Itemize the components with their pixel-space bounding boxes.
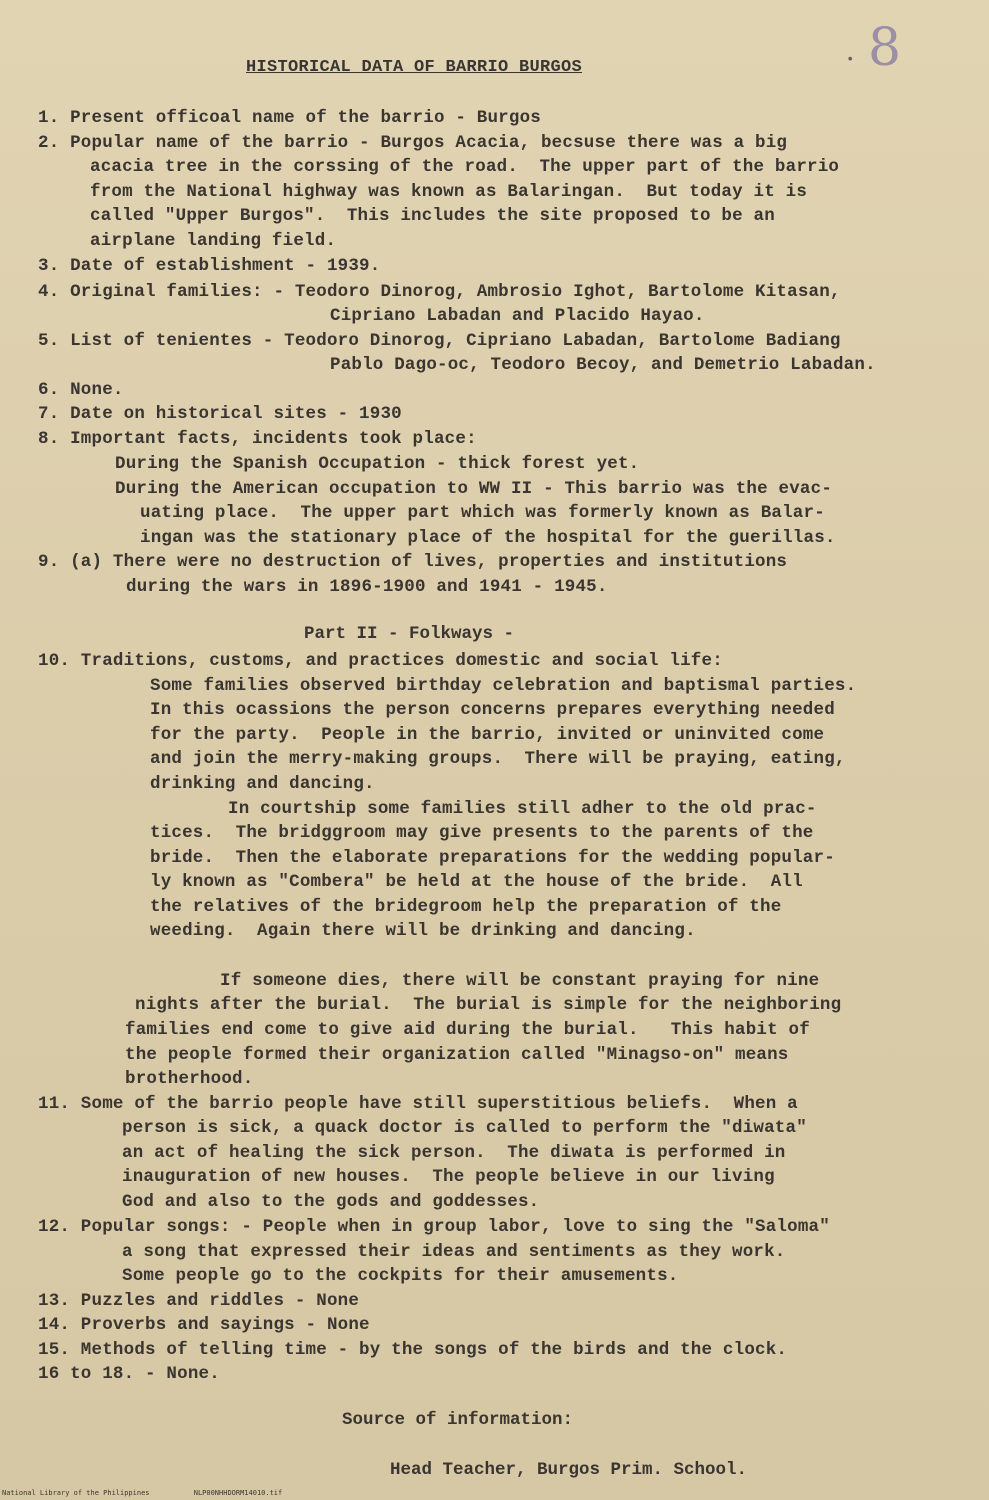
text-line: 14. Proverbs and sayings - None: [38, 1315, 370, 1335]
text-line: weeding. Again there will be drinking and dancing.: [150, 921, 696, 941]
text-line: and join the merry-making groups. There will be praying, eating,: [150, 749, 846, 769]
text-line: Some people go to the cockpits for their amusements.: [122, 1266, 679, 1286]
footer-library: National Library of the Philippines: [2, 1489, 150, 1497]
text-line: 13. Puzzles and riddles - None: [38, 1291, 360, 1311]
text-line: uating place. The upper part which was formerly known as Balar-: [140, 503, 825, 523]
text-line: 8. Important facts, incidents took place:: [38, 429, 477, 449]
text-line: Some families observed birthday celebration and baptismal parties.: [150, 676, 857, 696]
text-line: 16 to 18. - None.: [38, 1364, 220, 1384]
text-line: ingan was the stationary place of the hospital for the guerillas.: [140, 528, 836, 548]
handwritten-page-number: 8: [868, 18, 902, 78]
text-line: 7. Date on historical sites - 1930: [38, 404, 402, 424]
text-line: brotherhood.: [125, 1069, 254, 1089]
text-line: tices. The bridggroom may give presents to the parents of the: [150, 823, 814, 843]
text-line: Pablo Dago-oc, Teodoro Becoy, and Demetrio Labadan.: [330, 355, 876, 375]
source-label: Source of information:: [342, 1410, 574, 1430]
text-line: an act of healing the sick person. The diwata is performed in: [122, 1143, 786, 1163]
text-line: 4. Original families: - Teodoro Dinorog, Ambrosio Ighot, Bartolome Kitasan,: [38, 282, 841, 302]
text-line: 15. Methods of telling time - by the songs of the birds and the clock.: [38, 1340, 788, 1360]
footer-file: NLP00NHHDORM14010.tif: [193, 1489, 283, 1497]
text-line: the relatives of the bridegroom help the preparation of the: [150, 897, 782, 917]
part-two-heading: Part II - Folkways -: [304, 624, 515, 644]
text-line: 2. Popular name of the barrio - Burgos Acacia, becsuse there was a big: [38, 133, 788, 153]
margin-mark: •: [846, 52, 855, 68]
text-line: families end come to give aid during the burial. This habit of: [125, 1020, 810, 1040]
text-line: 3. Date of establishment - 1939.: [38, 256, 381, 276]
text-line: During the Spanish Occupation - thick forest yet.: [115, 454, 640, 474]
text-line: inauguration of new houses. The people believe in our living: [122, 1167, 775, 1187]
document-title: HISTORICAL DATA OF BARRIO BURGOS: [246, 58, 583, 77]
text-line: God and also to the gods and goddesses.: [122, 1192, 540, 1212]
text-line: acacia tree in the corssing of the road. The upper part of the barrio: [90, 157, 840, 177]
text-line: In courtship some families still adher to the old prac-: [228, 799, 817, 819]
text-line: a song that expressed their ideas and sentiments as they work.: [122, 1242, 786, 1262]
text-line: drinking and dancing.: [150, 774, 375, 794]
text-line: 10. Traditions, customs, and practices domestic and social life:: [38, 651, 723, 671]
text-line: 9. (a) There were no destruction of lives, properties and institutions: [38, 552, 788, 572]
text-line: bride. Then the elaborate preparations for the wedding popular-: [150, 848, 835, 868]
text-line: 5. List of tenientes - Teodoro Dinorog, Cipriano Labadan, Bartolome Badiang: [38, 331, 841, 351]
text-line: 1. Present officoal name of the barrio - Burgos: [38, 108, 541, 128]
text-line: called "Upper Burgos". This includes the site proposed to be an: [90, 206, 775, 226]
scan-footer: [2, 1489, 322, 1497]
text-line: During the American occupation to WW II - This barrio was the evac-: [115, 479, 833, 499]
text-line: If someone dies, there will be constant praying for nine: [220, 971, 820, 991]
text-line: from the National highway was known as Balaringan. But today it is: [90, 182, 808, 202]
text-line: for the party. People in the barrio, invited or uninvited come: [150, 725, 825, 745]
text-line: 11. Some of the barrio people have still superstitious beliefs. When a: [38, 1094, 798, 1114]
text-line: ly known as "Combera" be held at the house of the bride. All: [150, 872, 803, 892]
text-line: 6. None.: [38, 380, 124, 400]
text-line: In this ocassions the person concerns prepares everything needed: [150, 700, 835, 720]
text-line: during the wars in 1896-1900 and 1941 - 1945.: [126, 577, 608, 597]
text-line: the people formed their organization called "Minagso-on" means: [125, 1045, 789, 1065]
text-line: Cipriano Labadan and Placido Hayao.: [330, 306, 705, 326]
source-value: Head Teacher, Burgos Prim. School.: [390, 1460, 748, 1480]
text-line: nights after the burial. The burial is simple for the neighboring: [135, 995, 842, 1015]
text-line: airplane landing field.: [90, 231, 337, 251]
text-line: 12. Popular songs: - People when in group labor, love to sing the "Saloma": [38, 1217, 830, 1237]
text-line: person is sick, a quack doctor is called to perform the "diwata": [122, 1118, 807, 1138]
